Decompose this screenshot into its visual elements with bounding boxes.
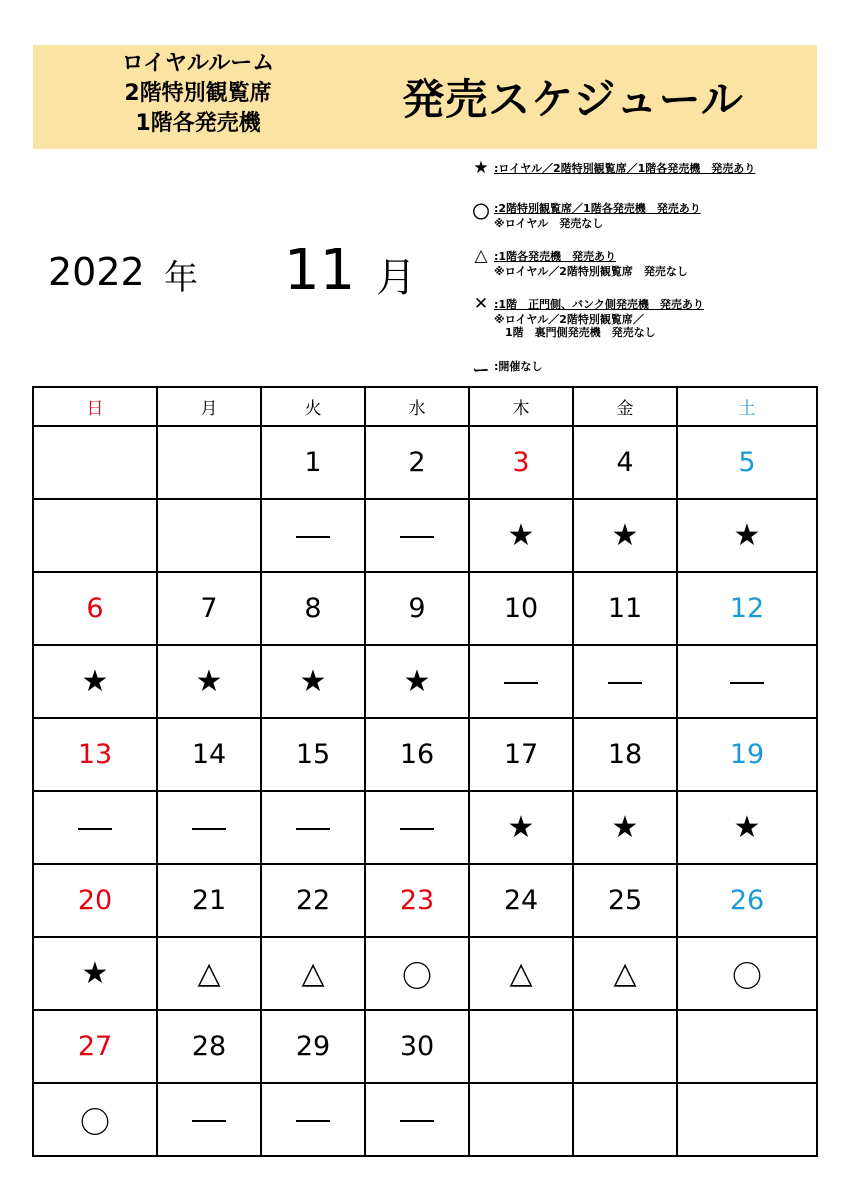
legend-text: :ロイヤル／2階特別観覧席／1階各発売機 発売あり [494, 162, 756, 175]
legend-note: ※ロイヤル 発売なし [494, 217, 604, 230]
venue-list [33, 49, 363, 139]
dash-icon: ー [472, 361, 490, 381]
date-cell: 19 [677, 718, 817, 791]
status-cell: 〇 [677, 937, 817, 1010]
date-cell: 6 [33, 572, 157, 645]
legend-text: :2階特別観覧席／1階各発売機 発売あり [494, 202, 701, 215]
no-event-dash-icon [192, 1120, 226, 1122]
date-cell: 29 [261, 1010, 365, 1083]
no-event-dash-icon [504, 682, 538, 684]
date-cell: 10 [469, 572, 573, 645]
weekday-header: 火 [261, 387, 365, 426]
date-cell: 27 [33, 1010, 157, 1083]
date-cell [573, 1010, 677, 1083]
no-event-dash-icon [400, 1120, 434, 1122]
date-cell: 26 [677, 864, 817, 937]
status-cell [33, 499, 157, 572]
status-cell: ★ [469, 791, 573, 864]
weekday-header: 金 [573, 387, 677, 426]
status-cell: ★ [573, 499, 677, 572]
date-cell: 24 [469, 864, 573, 937]
status-cell: 〇 [365, 937, 469, 1010]
no-event-dash-icon [296, 1120, 330, 1122]
year-unit: 年 [164, 258, 198, 298]
legend-note: ※ロイヤル／2階特別観覧席／ 1階 裏門側発売機 発売なし [494, 313, 656, 339]
legend-text: :開催なし [494, 360, 543, 373]
date-cell: 8 [261, 572, 365, 645]
star-icon: ★ [473, 158, 489, 178]
date-cell: 21 [157, 864, 261, 937]
status-cell [261, 791, 365, 864]
status-cell: ★ [365, 645, 469, 718]
status-cell: △ [261, 937, 365, 1010]
cross-icon: ✕ [473, 294, 489, 314]
status-cell: ★ [573, 791, 677, 864]
legend-text: :1階 正門側、バンク側発売機 発売あり [494, 298, 704, 311]
date-cell: 17 [469, 718, 573, 791]
date-cell: 7 [157, 572, 261, 645]
weekday-header-row [33, 387, 817, 426]
date-cell: 23 [365, 864, 469, 937]
no-event-dash-icon [296, 536, 330, 538]
date-cell: 5 [677, 426, 817, 499]
no-event-dash-icon [192, 828, 226, 830]
status-cell [365, 499, 469, 572]
date-cell: 25 [573, 864, 677, 937]
date-cell: 3 [469, 426, 573, 499]
status-cell [469, 645, 573, 718]
weekday-header: 月 [157, 387, 261, 426]
status-cell [573, 1083, 677, 1156]
date-cell: 13 [33, 718, 157, 791]
date-cell: 15 [261, 718, 365, 791]
status-cell: ★ [677, 499, 817, 572]
status-cell [157, 499, 261, 572]
status-cell [365, 791, 469, 864]
no-event-dash-icon [608, 682, 642, 684]
status-cell [33, 791, 157, 864]
legend-note: ※ロイヤル／2階特別観覧席 発売なし [494, 265, 688, 278]
status-cell: ★ [157, 645, 261, 718]
date-row [33, 1010, 817, 1083]
date-cell [469, 1010, 573, 1083]
date-cell [157, 426, 261, 499]
date-cell: 9 [365, 572, 469, 645]
date-cell: 30 [365, 1010, 469, 1083]
status-cell [677, 645, 817, 718]
status-cell: ★ [677, 791, 817, 864]
status-row [33, 645, 817, 718]
status-cell: ★ [261, 645, 365, 718]
date-row [33, 864, 817, 937]
date-cell: 2 [365, 426, 469, 499]
no-event-dash-icon [400, 828, 434, 830]
weekday-header: 日 [33, 387, 157, 426]
status-cell: △ [157, 937, 261, 1010]
date-cell: 1 [261, 426, 365, 499]
status-cell: △ [573, 937, 677, 1010]
weekday-header: 土 [677, 387, 817, 426]
no-event-dash-icon [400, 536, 434, 538]
month-value: 11 [284, 238, 356, 303]
calendar-table [32, 386, 818, 1157]
venue-line: 1階各発売機 [135, 111, 261, 136]
venue-line: ロイヤルルーム [121, 51, 275, 76]
status-row [33, 499, 817, 572]
status-cell: ★ [469, 499, 573, 572]
status-cell [157, 791, 261, 864]
weekday-header: 水 [365, 387, 469, 426]
status-cell [157, 1083, 261, 1156]
month-unit: 月 [376, 255, 416, 301]
date-row [33, 426, 817, 499]
year-value: 2022 [48, 250, 145, 294]
legend-text: :1階各発売機 発売あり [494, 250, 617, 263]
no-event-dash-icon [296, 828, 330, 830]
date-cell: 14 [157, 718, 261, 791]
status-row [33, 791, 817, 864]
date-row [33, 572, 817, 645]
status-cell [573, 645, 677, 718]
circle-icon: 〇 [472, 203, 490, 223]
date-cell: 12 [677, 572, 817, 645]
status-cell: ★ [33, 937, 157, 1010]
no-event-dash-icon [78, 828, 112, 830]
status-cell: △ [469, 937, 573, 1010]
status-row [33, 937, 817, 1010]
status-cell [365, 1083, 469, 1156]
date-cell: 4 [573, 426, 677, 499]
venue-line: 2階特別観覧席 [124, 81, 272, 106]
date-row [33, 718, 817, 791]
date-cell: 16 [365, 718, 469, 791]
status-row [33, 1083, 817, 1156]
date-cell: 20 [33, 864, 157, 937]
status-cell: ★ [33, 645, 157, 718]
date-cell: 22 [261, 864, 365, 937]
date-cell: 11 [573, 572, 677, 645]
triangle-icon: △ [474, 246, 488, 266]
header-banner [33, 45, 817, 149]
date-cell: 28 [157, 1010, 261, 1083]
status-cell [261, 499, 365, 572]
status-cell [469, 1083, 573, 1156]
weekday-header: 木 [469, 387, 573, 426]
date-cell [677, 1010, 817, 1083]
date-cell [33, 426, 157, 499]
status-cell [677, 1083, 817, 1156]
no-event-dash-icon [730, 682, 764, 684]
status-cell: 〇 [33, 1083, 157, 1156]
status-cell [261, 1083, 365, 1156]
date-cell: 18 [573, 718, 677, 791]
page-title: 発売スケジュール [402, 75, 744, 124]
